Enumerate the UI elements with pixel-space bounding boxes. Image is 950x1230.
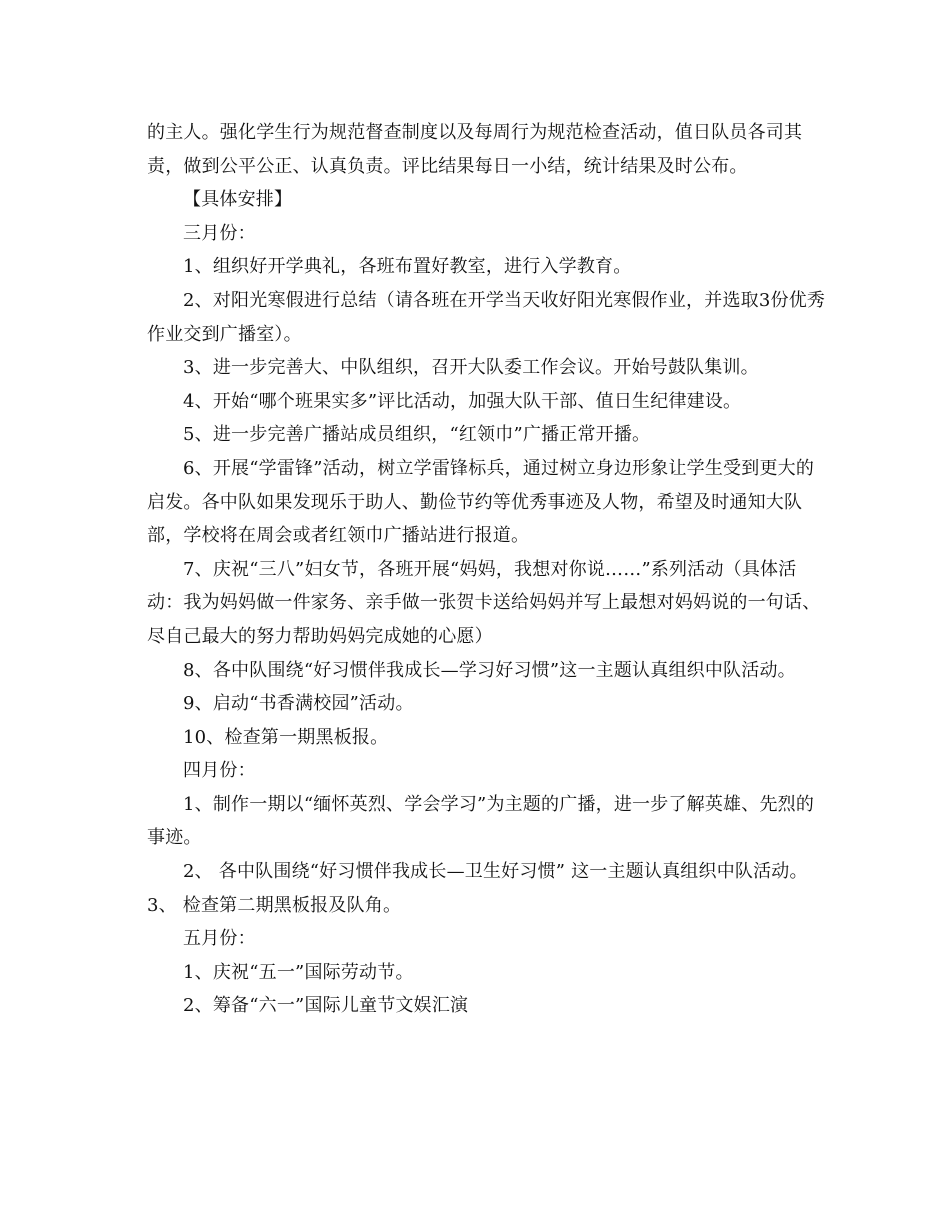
month-heading-may: 五月份： (183, 928, 256, 950)
list-item: 7、庆祝“三八”妇女节，各班开展“妈妈，我想对你说……”系列活动（具体活动：我为妈妈做一件家务、亲手做一张贺卡送给妈妈并写上最想对妈妈说的一句话、尽自己最大的努力帮助妈妈完成她的心愿） (147, 558, 821, 647)
list-item: 1、制作一期以“缅怀英烈、学会学习”为主题的广播，进一步了解英雄、先烈的事迹。 (147, 793, 815, 849)
list-item: 1、庆祝“五一”国际劳动节。 (183, 961, 414, 983)
list-item: 2、 各中队围绕“好习惯伴我成长—卫生好习惯” 这一主题认真组织中队活动。 3、 检查第二期黑板报及队角。 (147, 861, 808, 916)
list-item: 10、检查第一期黑板报。 (183, 726, 389, 748)
list-item: 9、启动“书香满校园”活动。 (183, 693, 414, 715)
month-heading-april: 四月份： (183, 760, 256, 782)
month-heading-march: 三月份： (183, 222, 256, 244)
list-item: 8、各中队围绕“好习惯伴我成长—学习好习惯”这一主题认真组织中队活动。 (183, 659, 796, 681)
list-item: 6、开展“学雷锋”活动，树立学雷锋标兵，通过树立身边形象让学生受到更大的启发。各中队如果发现乐于助人、勤俭节约等优秀事迹及人物，希望及时通知大队部，学校将在周会或者红领巾广播站进行报道。 (147, 457, 815, 547)
list-item: 2、对阳光寒假进行总结（请各班在开学当天收好阳光寒假作业，并选取3份优秀作业交到广播室）。 (147, 289, 826, 345)
list-item: 2、筹备“六一”国际儿童节文娱汇演 (183, 995, 469, 1017)
list-item: 3、进一步完善大、中队组织，召开大队委工作会议。开始号鼓队集训。 (183, 357, 759, 379)
document-body (147, 116, 827, 1023)
section-heading: 【具体安排】 (183, 189, 293, 211)
list-item: 4、开始“哪个班果实多”评比活动，加强大队干部、值日生纪律建设。 (183, 390, 742, 412)
list-item: 1、组织好开学典礼，各班布置好教室，进行入学教育。 (183, 256, 632, 278)
list-item: 5、进一步完善广播站成员组织，“红领巾”广播正常开播。 (183, 424, 651, 446)
paragraph-1: 的主人。强化学生行为规范督查制度以及每周行为规范检查活动，值日队员各司其责，做到公平公正、认真负责。评比结果每日一小结，统计结果及时公布。 (147, 122, 803, 177)
